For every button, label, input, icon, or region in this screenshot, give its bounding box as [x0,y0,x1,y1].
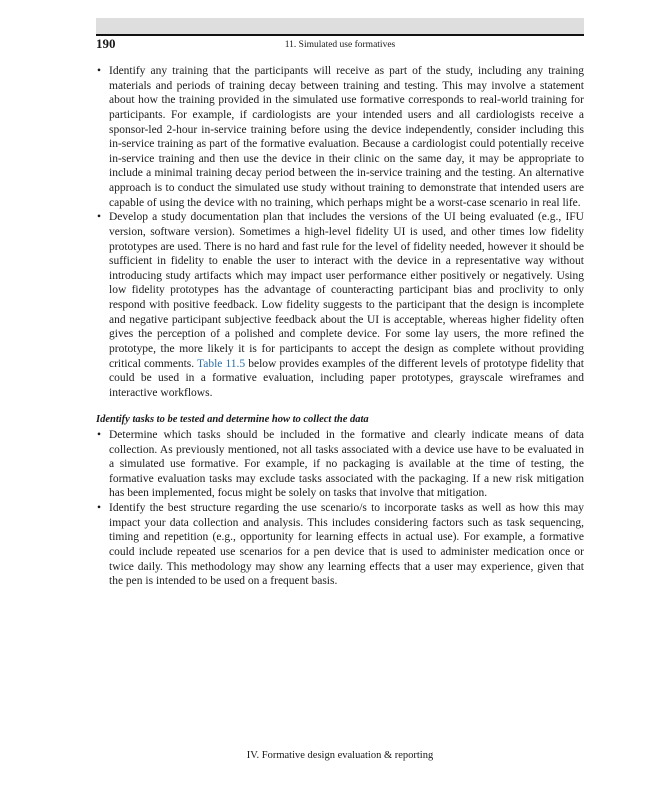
list-item-text: Identify the best structure regarding the use scenario/s to incorporate tasks as well as how this may impact your data collection and analysis. This includes considering factors such as task sequencing, timing and repetition (e.g., opportunity for learning effects in actual use). For example, a formative could include repeated use scenarios for a pen device that is used to administer medication once or twice daily. This methodology may show any learning effects that a user may experience, given that the pen is intended to be used on a frequent basis. [109,502,584,588]
running-title: 11. Simulated use formatives [284,40,396,50]
list-item [96,428,584,501]
list-item-text: Develop a study documentation plan that includes the versions of the UI being evaluated (e.g., IFU version, software version). Sometimes a high-level fidelity UI is used, and other times low fidelity prototypes are used. There is no hard and fast rule for the level of fidelity needed, however it should be sufficient in fidelity to enable the user to interact with the device in a representative way without introducing study artifacts which may impact user performance either positively or negatively. Using low fidelity prototypes has the advantage of counteracting participant bias and proclivity to only respond with positive feedback. Low fidelity suggests to the participant that the design is incomplete and negative participant subjective feedback about the UI is acceptable, whereas higher fidelity often gives the perception of a polished and complete device. For some lay users, the more refined the prototype, the more likely it is for participants to accept the design as complete without providing critical comments. [109,211,584,370]
header-shade-bar [96,18,584,34]
list-item [96,210,584,400]
bullet-icon: • [97,211,102,224]
bullet-list-tasks [96,428,584,589]
page-footer: IV. Formative design evaluation & reporting [246,750,434,761]
bullet-icon: • [97,428,102,441]
header-rule [96,34,584,36]
page-body [96,64,584,589]
table-reference-link[interactable]: Table 11.5 [197,357,246,370]
bullet-icon: • [97,65,102,77]
list-item [96,501,584,589]
page-number: 190 [96,36,116,51]
section-heading: Identify tasks to be tested and determine how to collect the data [96,414,369,426]
list-item-text: below provides examples of the different levels of prototype fidelity that could be used in a formative evaluation, including paper prototypes, grayscale wireframes and interactive workflows. [109,357,584,399]
list-item-text: Identify any training that the participants will receive as part of the study, including any training materials and periods of training decay between training and testing. This may involve a statement about how the training provided in the simulated use formative corresponds to real-world training for participants. For example, if cardiologists are your intended users and all cardiologists receive a sponsor-led 2-hour in-service training before using the device independently, consider including this in-service training as part of the formative evaluation. Because a cardiologist could potentially receive in-service training and then use the device in their clinic on the same day, it may be appropriate to include a minimal training decay period between the in-service training and the testing. An alternative approach is to conduct the simulated use study without training to demonstrate that intended users are capable of using the device with no training, which perhaps might be a worst-case scenario in real life. [109,65,584,209]
bullet-icon: • [97,502,102,515]
list-item [96,64,584,210]
list-item-text: Determine which tasks should be included in the formative and clearly indicate means of data collection. As previously mentioned, not all tasks associated with a device use have to be evaluated in a simulated use formative. For example, if no packaging is available at the time of testing, the formative evaluation tasks may exclude tasks associated with the packaging. If a new risk mitigation has been implemented, focus might be solely on tasks that involve that mitigation. [109,428,584,500]
bullet-list-training [96,64,584,400]
